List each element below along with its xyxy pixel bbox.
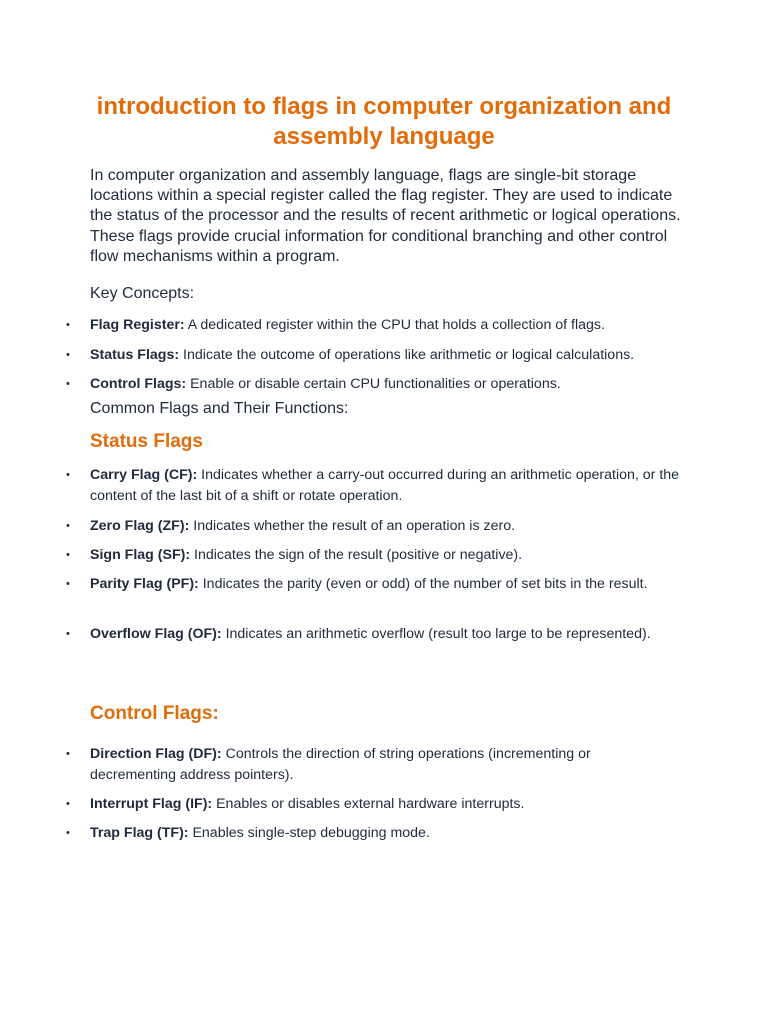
list-item-term: Zero Flag (ZF): bbox=[90, 518, 190, 534]
bullet-icon: • bbox=[66, 827, 70, 839]
list-item-text bbox=[90, 345, 680, 366]
list-item-term: Carry Flag (CF): bbox=[90, 467, 198, 483]
list-item-term: Flag Register: bbox=[90, 317, 185, 333]
list-item-text bbox=[90, 374, 680, 395]
list-item-desc: Indicate the outcome of operations like arithmetic or logical calculations. bbox=[179, 347, 635, 363]
list-item-term: Interrupt Flag (IF): bbox=[90, 796, 213, 812]
list-item-desc: Enables single-step debugging mode. bbox=[188, 825, 430, 841]
bullet-icon: • bbox=[66, 628, 70, 640]
list-item-desc: Enables or disables external hardware interrupts. bbox=[212, 796, 525, 812]
list-item-term: Direction Flag (DF): bbox=[90, 746, 222, 762]
list-item-text bbox=[90, 315, 680, 336]
common-flags-label: Common Flags and Their Functions: bbox=[90, 400, 349, 417]
bullet-icon: • bbox=[66, 469, 70, 481]
list-item-term: Trap Flag (TF): bbox=[90, 825, 189, 841]
list-item-text bbox=[90, 823, 680, 844]
list-item-text bbox=[90, 465, 680, 507]
bullet-icon: • bbox=[66, 748, 70, 760]
list-item-text bbox=[90, 794, 680, 815]
list-item-text bbox=[90, 574, 680, 595]
bullet-icon: • bbox=[66, 520, 70, 532]
list-item-desc: Indicates an arithmetic overflow (result too large to be represented). bbox=[221, 626, 651, 642]
list-item-desc: Indicates the sign of the result (positive or negative). bbox=[190, 547, 523, 563]
bullet-icon: • bbox=[66, 378, 70, 390]
control-flags-heading: Control Flags: bbox=[90, 703, 219, 724]
bullet-icon: • bbox=[66, 349, 70, 361]
list-item-desc: A dedicated register within the CPU that holds a collection of flags. bbox=[184, 317, 605, 333]
status-flags-heading: Status Flags bbox=[90, 431, 203, 452]
bullet-icon: • bbox=[66, 798, 70, 810]
list-item-term: Status Flags: bbox=[90, 347, 180, 363]
list-item-desc: Controls the direction of string operations (incrementing or decrementing address pointers). bbox=[90, 746, 591, 783]
list-item-desc: Indicates the parity (even or odd) of the number of set bits in the result. bbox=[198, 576, 648, 592]
list-item-term: Overflow Flag (OF): bbox=[90, 626, 222, 642]
list-item-desc: Indicates whether the result of an operation is zero. bbox=[189, 518, 516, 534]
intro-paragraph: In computer organization and assembly language, flags are single-bit storage locations within a special register called the flag register. They are used to indicate the status of the processor and the results of recent arithmetic or logical operations. These flags provide crucial information for conditional branching and other control flow mechanisms within a program. bbox=[90, 167, 681, 265]
list-item-term: Parity Flag (PF): bbox=[90, 576, 199, 592]
list-item-term: Control Flags: bbox=[90, 376, 187, 392]
bullet-icon: • bbox=[66, 578, 70, 590]
bullet-icon: • bbox=[66, 319, 70, 331]
list-item-text bbox=[90, 624, 680, 645]
list-item-desc: Enable or disable certain CPU functionalities or operations. bbox=[186, 376, 561, 392]
bullet-icon: • bbox=[66, 549, 70, 561]
document-title: introduction to flags in computer organization and assembly language bbox=[96, 93, 672, 150]
list-item-text bbox=[90, 744, 680, 786]
list-item-desc: Indicates whether a carry-out occurred during an arithmetic operation, or the content of the last bit of a shift or rotate operation. bbox=[90, 467, 680, 504]
list-item-text bbox=[90, 545, 680, 566]
key-concepts-label: Key Concepts: bbox=[90, 285, 195, 302]
list-item-text bbox=[90, 516, 680, 537]
list-item-term: Sign Flag (SF): bbox=[90, 547, 191, 563]
